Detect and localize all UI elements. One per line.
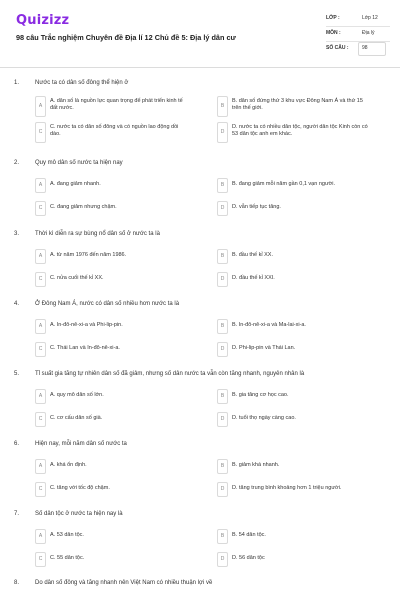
option-letter: B — [217, 319, 228, 334]
worksheet-header — [0, 0, 400, 66]
option-letter: D — [217, 201, 228, 216]
meta-row-count — [326, 42, 390, 57]
option-text: B. gia tăng cơ học cao. — [232, 392, 289, 398]
option-letter: A — [35, 529, 46, 544]
question-number: 2. — [14, 160, 20, 166]
option-letter: C — [35, 122, 46, 143]
option-text: A. khá ổn định. — [50, 462, 87, 468]
meta-label: SỐ CÂU : — [326, 45, 349, 51]
question-text: Hiện nay, mỗi năm dân số nước ta — [35, 441, 127, 447]
option-letter: B — [217, 96, 228, 117]
option-text: D. vẫn tiếp tục tăng. — [232, 204, 281, 210]
option-text: A. quy mô dân số lớn. — [50, 392, 104, 398]
meta-value: Địa lý — [362, 30, 375, 36]
option-text: A. dân số là nguồn lực quan trọng để phát triển kinh tế đất nước. — [50, 98, 183, 111]
option-text: D. Phi-lip-pin và Thái Lan. — [232, 345, 296, 351]
option-letter: A — [35, 319, 46, 334]
option-text: B. đầu thế kỉ XX. — [232, 252, 273, 258]
option-text: B. đang giảm mỗi năm gần 0,1 vạn người. — [232, 181, 335, 187]
meta-row-class — [326, 12, 390, 27]
option-letter: C — [35, 482, 46, 497]
option-text: C. đang giảm nhưng chậm. — [50, 204, 117, 210]
quizizz-logo — [16, 11, 69, 27]
question-text: Do dân số đông và tăng nhanh nên Việt Nam có nhiều thuận lợi về — [35, 580, 213, 586]
option-letter: B — [217, 249, 228, 264]
option-text: D. 56 dân tộc — [232, 555, 265, 561]
option-text: C. Thái Lan và In-đô-nê-xi-a. — [50, 345, 120, 351]
option-text: A. đang giảm nhanh. — [50, 181, 101, 187]
logo-text: Quizizz — [16, 13, 70, 28]
header-divider — [0, 67, 400, 68]
meta-row-subject — [326, 27, 390, 42]
question-text: Tỉ suất gia tăng tự nhiên dân số đã giảm, nhưng số dân nước ta vẫn còn tăng nhanh, nguyên nhân là — [35, 371, 305, 377]
option-letter: B — [217, 529, 228, 544]
option-letter: A — [35, 389, 46, 404]
option-letter: D — [217, 272, 228, 287]
option-letter: A — [35, 249, 46, 264]
question-number: 5. — [14, 371, 20, 377]
option-text: D. đầu thế kỉ XXI. — [232, 275, 275, 281]
meta-panel — [326, 12, 390, 57]
question-number: 8. — [14, 580, 20, 586]
option-text: A. In-đô-nê-xi-a và Phi-lip-pin. — [50, 322, 123, 328]
option-text: B. dân số đứng thứ 3 khu vực Đông Nam Á và thứ 15 trên thế giới. — [232, 98, 363, 111]
option-letter: C — [35, 552, 46, 567]
option-letter: D — [217, 412, 228, 427]
option-letter: B — [217, 459, 228, 474]
option-letter: A — [35, 459, 46, 474]
meta-value: 98 — [362, 45, 368, 51]
meta-label: MÔN : — [326, 30, 341, 36]
option-text: D. tuổi thọ ngày càng cao. — [232, 415, 296, 421]
question-text: Quy mô dân số nước ta hiện nay — [35, 160, 123, 166]
option-letter: D — [217, 552, 228, 567]
option-letter: D — [217, 122, 228, 143]
option-letter: D — [217, 482, 228, 497]
question-number: 7. — [14, 511, 20, 517]
option-text: D. tăng trung bình khoảng hơn 1 triệu người. — [232, 485, 342, 491]
question-text: Nước ta có dân số đông thể hiện ở — [35, 80, 129, 86]
option-letter: B — [217, 389, 228, 404]
option-text: C. cơ cấu dân số già. — [50, 415, 103, 421]
question-number: 1. — [14, 80, 20, 86]
option-text: C. 55 dân tộc. — [50, 555, 85, 561]
option-letter: C — [35, 272, 46, 287]
worksheet-title: 98 câu Trắc nghiệm Chuyên đề Địa lí 12 Chủ đề 5: Địa lý dân cư — [16, 33, 236, 42]
meta-value: Lớp 12 — [362, 15, 378, 21]
option-letter: C — [35, 342, 46, 357]
option-text: C. tăng với tốc độ chậm. — [50, 485, 110, 491]
option-letter: C — [35, 201, 46, 216]
option-letter: B — [217, 178, 228, 193]
option-letter: A — [35, 178, 46, 193]
question-text: Ở Đông Nam Á, nước có dân số nhiều hơn nước ta là — [35, 301, 180, 307]
question-number: 3. — [14, 231, 20, 237]
option-text: D. nước ta có nhiều dân tộc, người dân tộc Kinh còn có 53 dân tộc anh em khác. — [232, 124, 368, 137]
meta-label: LỚP : — [326, 15, 340, 21]
option-text: A. 53 dân tộc. — [50, 532, 84, 538]
option-text: B. 54 dân tộc. — [232, 532, 266, 538]
option-text: B. giảm khá nhanh. — [232, 462, 280, 468]
option-text: A. từ năm 1976 đến năm 1986. — [50, 252, 127, 258]
option-letter: C — [35, 412, 46, 427]
option-text: C. nửa cuối thế kỉ XX. — [50, 275, 104, 281]
question-number: 4. — [14, 301, 20, 307]
question-text: Thời kì diễn ra sự bùng nổ dân số ở nước ta là — [35, 231, 160, 237]
option-text: B. In-đô-nê-xi-a và Ma-lai-xi-a. — [232, 322, 306, 328]
question-number: 6. — [14, 441, 20, 447]
option-letter: D — [217, 342, 228, 357]
option-letter: A — [35, 96, 46, 117]
option-text: C. nước ta có dân số đông và có nguồn lao động dồi dào. — [50, 124, 179, 137]
question-text: Số dân tộc ở nước ta hiện nay là — [35, 511, 123, 517]
